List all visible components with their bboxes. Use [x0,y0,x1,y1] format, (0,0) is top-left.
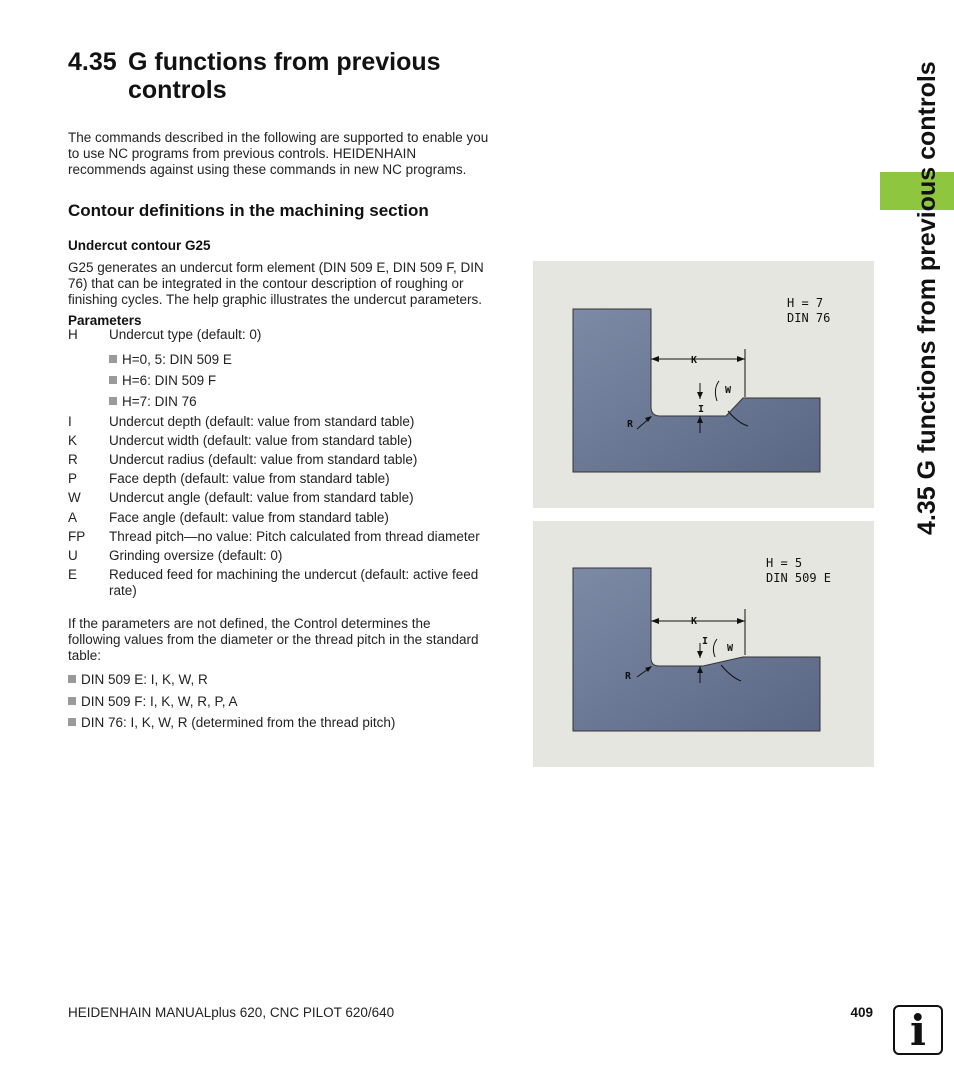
param-key: H [68,327,78,342]
param-key: R [68,452,78,467]
desc-line: G25 generates an undercut form element (DIN 509 E, DIN 509 F, DIN [68,260,484,275]
side-chapter-title: 4.35 G functions from previous controls [913,61,941,535]
h-option: H=6: DIN 509 F [109,373,216,389]
label-i: I [698,404,705,415]
section-heading: Contour definitions in the machining section [68,201,429,220]
param-text: Face depth (default: value from standard table) [109,471,390,486]
label-r: R [627,419,634,430]
info-icon: i [893,1005,943,1055]
param-row-i [68,414,518,430]
param-key: FP [68,529,86,544]
param-row-p [68,471,518,487]
arrow-head [737,356,745,362]
arrow-head [737,618,745,624]
fig1-type: H = 7 [787,296,824,310]
closing-bullet: DIN 509 E: I, K, W, R [68,672,208,688]
param-row-fp [68,529,518,545]
label-r: R [625,671,632,682]
footer-manual-title: HEIDENHAIN MANUALplus 620, CNC PILOT 620/640 [68,1005,395,1020]
bullet-square [109,355,117,363]
param-text: Undercut angle (default: value from standard table) [109,490,414,505]
h-option: H=0, 5: DIN 509 E [109,352,232,368]
title-line-1: G functions from previous [128,48,441,76]
arrow-head [697,651,703,658]
arrow-head [651,618,659,624]
bullet-square [68,718,76,726]
fig1-standard: DIN 76 [787,311,831,325]
intro-line: recommends against using these commands in new NC programs. [68,162,467,177]
param-key: A [68,510,78,525]
param-text: Undercut depth (default: value from standard table) [109,414,415,429]
figure-din509e-drawing [533,521,874,767]
title-line-2: controls [128,76,227,104]
param-key: I [68,414,72,429]
desc-line: 76) that can be integrated in the contour description of roughing or [68,276,464,291]
fig2-type: H = 5 [766,556,803,570]
subheading: Undercut contour G25 [68,238,211,253]
arrow-head [697,392,703,399]
param-row-w [68,490,518,506]
param-text: Reduced feed for machining the undercut (default: active feed rate) [109,567,479,598]
closing-line: If the parameters are not defined, the Control determines the [68,616,431,631]
label-i: I [702,636,709,647]
page-number: 409 [850,1005,873,1020]
param-text: Undercut type (default: 0) [109,327,262,342]
angle-arc-w [713,639,717,657]
parameters-label: Parameters [68,313,142,328]
param-row-u [68,548,518,564]
intro-paragraph [68,130,488,178]
param-key: K [68,433,78,448]
param-row-r [68,452,518,468]
bullet-square [109,376,117,384]
param-text: Undercut width (default: value from standard table) [109,433,413,448]
bullet-square [68,675,76,683]
bullet-square [68,697,76,705]
closing-line: following values from the diameter or the thread pitch in the standard [68,632,479,647]
section-number: 4.35 [68,48,117,76]
part-profile [573,309,820,472]
param-text: Thread pitch—no value: Pitch calculated from thread diameter [109,529,480,544]
label-k: K [691,355,698,366]
arrow-head [651,356,659,362]
param-key: W [68,490,81,505]
param-row-k [68,433,518,449]
param-text: Face angle (default: value from standard table) [109,510,389,525]
closing-bullet: DIN 509 F: I, K, W, R, P, A [68,694,238,710]
param-key: P [68,471,78,486]
label-k: K [691,616,698,627]
param-key: U [68,548,78,563]
description-paragraph [68,260,484,308]
desc-line: finishing cycles. The help graphic illustrates the undercut parameters. [68,292,482,307]
param-key: E [68,567,78,582]
intro-line: to use NC programs from previous controls. HEIDENHAIN [68,146,417,161]
h-option: H=7: DIN 76 [109,394,197,410]
label-w: W [727,643,734,654]
fig2-standard: DIN 509 E [766,571,832,585]
closing-paragraph [68,616,478,664]
param-row-a [68,510,518,526]
label-w: W [725,385,732,396]
param-row-h [68,327,518,343]
closing-line: table: [68,648,102,663]
figure-din76 [533,261,874,508]
param-row-e [68,567,518,599]
part-profile [573,568,820,731]
figure-din509e [533,521,874,767]
figure-din76-drawing [533,261,874,508]
param-text: Undercut radius (default: value from standard table) [109,452,418,467]
closing-bullet: DIN 76: I, K, W, R (determined from the thread pitch) [68,715,395,731]
param-text: Grinding oversize (default: 0) [109,548,283,563]
angle-arc-w [715,381,719,401]
intro-line: The commands described in the following are supported to enable you [68,130,489,145]
bullet-square [109,397,117,405]
